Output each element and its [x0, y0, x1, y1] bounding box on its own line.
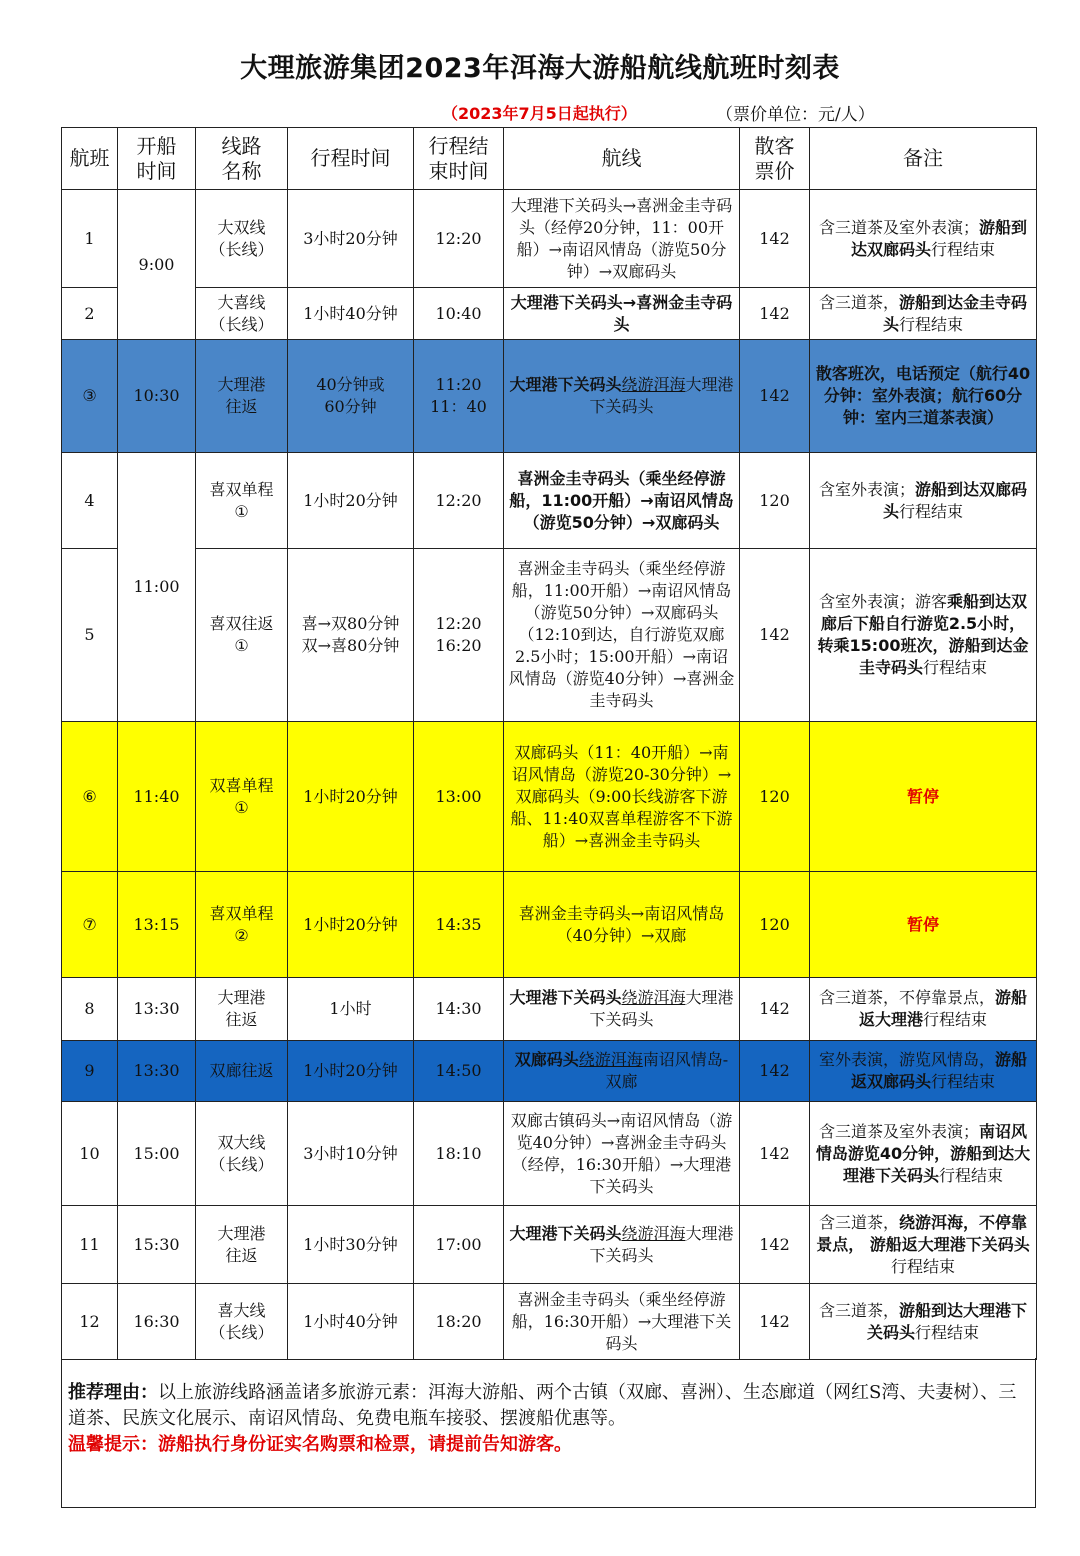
price: 142	[740, 1102, 810, 1206]
depart-time: 9:00	[118, 190, 196, 340]
note: 含三道茶及室外表演；游船到达双廊码头行程结束	[810, 190, 1037, 288]
flight-no: 1	[62, 190, 118, 288]
duration: 1小时40分钟	[288, 1284, 414, 1360]
duration: 40分钟或 60分钟	[288, 340, 414, 453]
flight-no: 10	[62, 1102, 118, 1206]
duration: 1小时40分钟	[288, 288, 414, 340]
duration: 1小时20分钟	[288, 453, 414, 549]
route: 双廊古镇码头→南诏风情岛（游览40分钟）→喜洲金圭寺码头（经停，16:30开船）→大理港下关码头	[504, 1102, 740, 1206]
depart-time: 16:30	[118, 1284, 196, 1360]
table-row	[62, 872, 1037, 978]
depart-time: 11:40	[118, 722, 196, 872]
depart-time: 15:00	[118, 1102, 196, 1206]
flight-no: ③	[62, 340, 118, 453]
route: 喜洲金圭寺码头（乘坐经停游船，16:30开船）→大理港下关码头	[504, 1284, 740, 1360]
table-row	[62, 340, 1037, 453]
header-end: 行程结 束时间	[414, 128, 504, 190]
effective-date: （2023年7月5日起执行）	[442, 104, 637, 123]
duration: 3小时20分钟	[288, 190, 414, 288]
end-time: 17:00	[414, 1206, 504, 1284]
table-row	[62, 1041, 1037, 1102]
price: 142	[740, 1206, 810, 1284]
price: 142	[740, 340, 810, 453]
duration: 1小时20分钟	[288, 722, 414, 872]
table-row	[62, 1206, 1037, 1284]
note: 含三道茶，不停靠景点，游船返大理港行程结束	[810, 978, 1037, 1041]
route: 喜洲金圭寺码头→南诏风情岛（40分钟）→双廊	[504, 872, 740, 978]
line-name: 双喜单程 ①	[196, 722, 288, 872]
note: 含室外表演；游客乘船到达双廊后下船自行游览2.5小时，转乘15:00班次，游船到达金圭寺码头行程结束	[810, 549, 1037, 722]
note: 含三道茶，绕游洱海，不停靠景点， 游船返大理港下关码头行程结束	[810, 1206, 1037, 1284]
note: 含室外表演；游船到达双廊码头行程结束	[810, 453, 1037, 549]
line-name: 双廊往返	[196, 1041, 288, 1102]
end-time: 18:10	[414, 1102, 504, 1206]
price: 142	[740, 1041, 810, 1102]
price: 142	[740, 549, 810, 722]
depart-time: 13:30	[118, 1041, 196, 1102]
table-row	[62, 1284, 1037, 1360]
price: 120	[740, 872, 810, 978]
end-time: 14:35	[414, 872, 504, 978]
route: 大理港下关码头→喜洲金圭寺码头（经停20分钟，11：00开船）→南诏风情岛（游览50分钟）→双廊码头	[504, 190, 740, 288]
end-time: 14:50	[414, 1041, 504, 1102]
depart-time: 13:30	[118, 978, 196, 1041]
header-price: 散客 票价	[740, 128, 810, 190]
header-row	[62, 128, 1037, 190]
table-row	[62, 549, 1037, 722]
flight-no: 5	[62, 549, 118, 722]
price: 142	[740, 1284, 810, 1360]
route: 双廊码头（11：40开船）→南诏风情岛（游览20-30分钟）→双廊码头（9:00长线游客下游船、11:40双喜单程游客不下游船）→喜洲金圭寺码头	[504, 722, 740, 872]
suspended-badge: 暂停	[810, 722, 1037, 872]
flight-no: 8	[62, 978, 118, 1041]
end-time: 10:40	[414, 288, 504, 340]
line-name: 喜双单程 ②	[196, 872, 288, 978]
header-route: 航线	[504, 128, 740, 190]
depart-time: 15:30	[118, 1206, 196, 1284]
flight-no: 2	[62, 288, 118, 340]
suspended-badge: 暂停	[810, 872, 1037, 978]
price: 120	[740, 453, 810, 549]
price: 142	[740, 978, 810, 1041]
page-title: 大理旅游集团2023年洱海大游船航线航班时刻表	[240, 53, 840, 84]
flight-no: 9	[62, 1041, 118, 1102]
note: 含三道茶，游船到达大理港下关码头行程结束	[810, 1284, 1037, 1360]
line-name: 喜双单程 ①	[196, 453, 288, 549]
table-row	[62, 190, 1037, 288]
header-depart: 开船 时间	[118, 128, 196, 190]
duration: 1小时20分钟	[288, 872, 414, 978]
table-row	[62, 978, 1037, 1041]
price: 142	[740, 190, 810, 288]
note: 散客班次，电话预定（航行40分钟：室外表演；航行60分钟：室内三道茶表演）	[810, 340, 1037, 453]
route: 喜洲金圭寺码头（乘坐经停游船，11:00开船）→南诏风情岛（游览50分钟）→双廊码头	[504, 453, 740, 549]
table-row	[62, 288, 1037, 340]
table-row	[62, 1102, 1037, 1206]
duration: 1小时30分钟	[288, 1206, 414, 1284]
duration: 3小时10分钟	[288, 1102, 414, 1206]
schedule-table	[61, 127, 1037, 1360]
header-duration: 行程时间	[288, 128, 414, 190]
duration: 喜→双80分钟 双→喜80分钟	[288, 549, 414, 722]
route: 大理港下关码头绕游洱海大理港下关码头	[504, 978, 740, 1041]
end-time: 13:00	[414, 722, 504, 872]
header-note: 备注	[810, 128, 1037, 190]
warm-tip: 温馨提示：游船执行身份证实名购票和检票，请提前告知游客。	[68, 1434, 572, 1455]
price-unit: （票价单位：元/人）	[716, 105, 875, 125]
table-row	[62, 722, 1037, 872]
note: 室外表演，游览风情岛，游船返双廊码头行程结束	[810, 1041, 1037, 1102]
header-flight: 航班	[62, 128, 118, 190]
line-name: 大理港 往返	[196, 1206, 288, 1284]
depart-time: 10:30	[118, 340, 196, 453]
route: 喜洲金圭寺码头（乘坐经停游船，11:00开船）→南诏风情岛（游览50分钟）→双廊码头（12:10到达，自行游览双廊2.5小时；15:00开船）→南诏风情岛（游览40分钟）→喜洲金圭寺码头	[504, 549, 740, 722]
flight-no: ⑦	[62, 872, 118, 978]
duration: 1小时	[288, 978, 414, 1041]
line-name: 喜大线 （长线）	[196, 1284, 288, 1360]
depart-time: 11:00	[118, 453, 196, 722]
price: 120	[740, 722, 810, 872]
end-time: 12:20 16:20	[414, 549, 504, 722]
route: 双廊码头绕游洱海南诏风情岛-双廊	[504, 1041, 740, 1102]
depart-time: 13:15	[118, 872, 196, 978]
duration: 1小时20分钟	[288, 1041, 414, 1102]
note: 含三道茶及室外表演；南诏风情岛游览40分钟，游船到达大理港下关码头行程结束	[810, 1102, 1037, 1206]
line-name: 喜双往返 ①	[196, 549, 288, 722]
table-row	[62, 453, 1037, 549]
flight-no: 11	[62, 1206, 118, 1284]
route: 大理港下关码头→喜洲金圭寺码头	[504, 288, 740, 340]
line-name: 大理港 往返	[196, 340, 288, 453]
header-line: 线路 名称	[196, 128, 288, 190]
end-time: 11:20 11：40	[414, 340, 504, 453]
end-time: 12:20	[414, 190, 504, 288]
note: 含三道茶，游船到达金圭寺码头行程结束	[810, 288, 1037, 340]
route: 大理港下关码头绕游洱海大理港下关码头	[504, 1206, 740, 1284]
flight-no: 4	[62, 453, 118, 549]
end-time: 14:30	[414, 978, 504, 1041]
flight-no: 12	[62, 1284, 118, 1360]
end-time: 12:20	[414, 453, 504, 549]
footer-notes	[61, 1358, 1036, 1508]
line-name: 大喜线 （长线）	[196, 288, 288, 340]
end-time: 18:20	[414, 1284, 504, 1360]
line-name: 大双线 （长线）	[196, 190, 288, 288]
price: 142	[740, 288, 810, 340]
line-name: 双大线 （长线）	[196, 1102, 288, 1206]
route: 大理港下关码头绕游洱海大理港下关码头	[504, 340, 740, 453]
line-name: 大理港 往返	[196, 978, 288, 1041]
recommend-reason: 推荐理由：以上旅游线路涵盖诸多旅游元素：洱海大游船、两个古镇（双廊、喜洲）、生态廊道（网红S湾、夫妻树）、三道茶、民族文化展示、南诏风情岛、免费电瓶车接驳、摆渡船优惠等。	[68, 1382, 1017, 1429]
flight-no: ⑥	[62, 722, 118, 872]
